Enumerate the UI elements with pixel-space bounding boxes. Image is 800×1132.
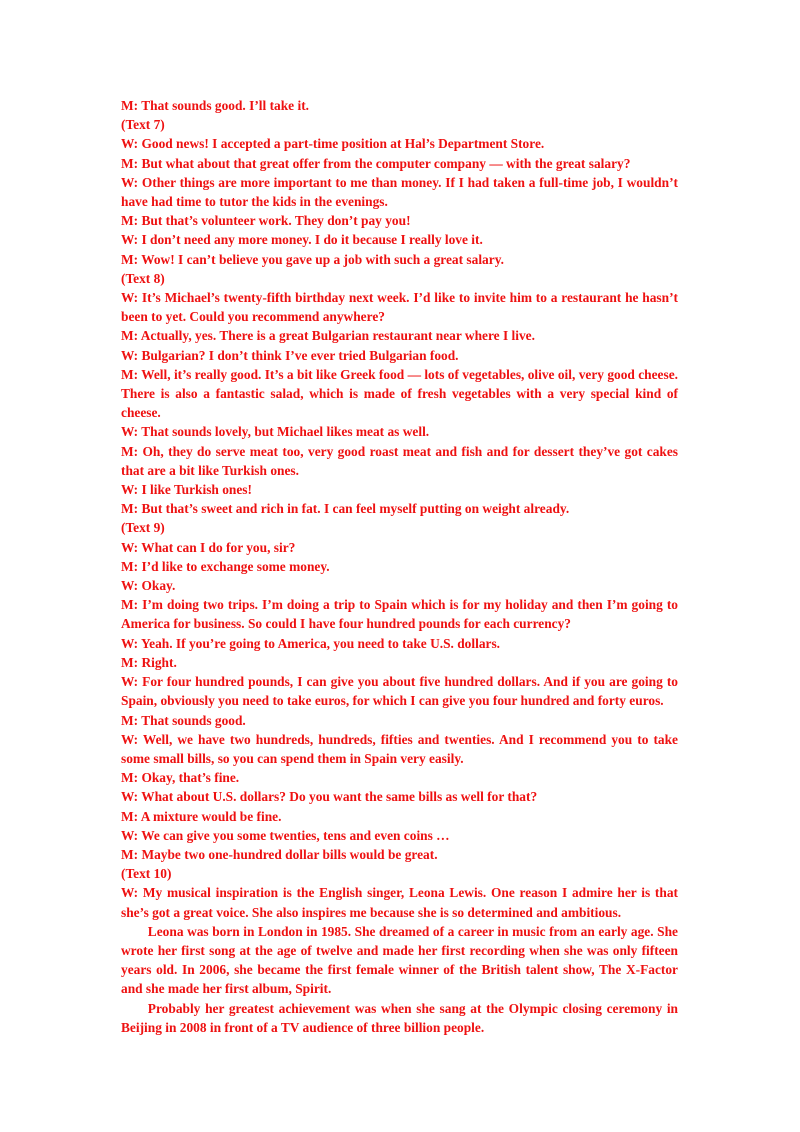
- text-line: M: Oh, they do serve meat too, very good roast meat and fish and for dessert they’ve got cakes that are a bit like Turkish ones.: [121, 443, 678, 478]
- text-line: M: Maybe two one-hundred dollar bills would be great.: [121, 846, 438, 862]
- text-line: W: What about U.S. dollars? Do you want the same bills as well for that?: [121, 789, 538, 805]
- section-heading-text-9: (Text 9): [121, 520, 165, 536]
- text-line: M: Wow! I can’t believe you gave up a job with such a great salary.: [121, 251, 504, 267]
- text-line: M: Well, it’s really good. It’s a bit like Greek food — lots of vegetables, olive oil, very good cheese. There is also a fantastic salad, which is made of fresh vegetables with a very special kind of cheese.: [121, 366, 678, 421]
- text-line: M: That sounds good.: [121, 712, 246, 728]
- text-line: W: That sounds lovely, but Michael likes meat as well.: [121, 424, 430, 440]
- text-line: W: Bulgarian? I don’t think I’ve ever tried Bulgarian food.: [121, 347, 459, 363]
- text-line: W: I like Turkish ones!: [121, 482, 252, 498]
- text-line: W: We can give you some twenties, tens and even coins …: [121, 827, 450, 843]
- text-line: M: I’d like to exchange some money.: [121, 558, 330, 574]
- text-line: M: Actually, yes. There is a great Bulgarian restaurant near where I live.: [121, 328, 535, 344]
- text-line: M: Right.: [121, 654, 177, 670]
- transcript-page: [121, 96, 678, 1037]
- text-line: W: Other things are more important to me than money. If I had taken a full-time job, I wouldn’t have had time to tutor the kids in the evenings.: [121, 174, 678, 210]
- text-line: W: I don’t need any more money. I do it because I really love it.: [121, 232, 483, 248]
- text-line: W: For four hundred pounds, I can give you about five hundred dollars. And if you are going to Spain, obviously you need to take euros, for which I can give you four hundred and forty euros.: [121, 674, 678, 709]
- text-line: W: Okay.: [121, 578, 176, 594]
- section-heading-text-10: (Text 10): [121, 866, 172, 882]
- text-line: M: But what about that great offer from the computer company — with the great salary?: [121, 155, 631, 171]
- text-line: W: Good news! I accepted a part-time position at Hal’s Department Store.: [121, 136, 545, 152]
- text-line: W: Yeah. If you’re going to America, you need to take U.S. dollars.: [121, 635, 501, 651]
- text-line: M: That sounds good. I’ll take it.: [121, 98, 309, 113]
- text-line: M: A mixture would be fine.: [121, 808, 282, 824]
- text-line: M: I’m doing two trips. I’m doing a trip to Spain which is for my holiday and then I’m going to America for business. So could I have four hundred pounds for each currency?: [121, 597, 678, 632]
- text-line: W: Well, we have two hundreds, hundreds, fifties and twenties. And I recommend you to take some small bills, so you can spend them in Spain very easily.: [121, 731, 678, 766]
- text-line: M: But that’s sweet and rich in fat. I can feel myself putting on weight already.: [121, 501, 570, 517]
- text-line: M: Okay, that’s fine.: [121, 770, 240, 786]
- text-line: W: It’s Michael’s twenty-fifth birthday next week. I’d like to invite him to a restaurant he hasn’t been to yet. Could you recommend anywhere?: [121, 290, 678, 325]
- text-line: W: My musical inspiration is the English singer, Leona Lewis. One reason I admire her is that she’s got a great voice. She also inspires me because she is so determined and ambitious.: [121, 885, 678, 920]
- section-heading-text-8: (Text 8): [121, 270, 165, 286]
- text-line: M: But that’s volunteer work. They don’t pay you!: [121, 213, 411, 229]
- paragraph-achievement: Probably her greatest achievement was when she sang at the Olympic closing ceremony in Beijing in 2008 in front of a TV audience of three billion people.: [121, 1000, 678, 1035]
- text-line: W: What can I do for you, sir?: [121, 539, 296, 555]
- section-heading-text-7: (Text 7): [121, 117, 165, 133]
- paragraph-leona-bio: Leona was born in London in 1985. She dreamed of a career in music from an early age. She wrote her first song at the age of twelve and made her first recording when she was only fifteen years old. In 2006, she became the first female winner of the British talent show, The X-Factor and she made her first album, Spirit.: [121, 923, 678, 997]
